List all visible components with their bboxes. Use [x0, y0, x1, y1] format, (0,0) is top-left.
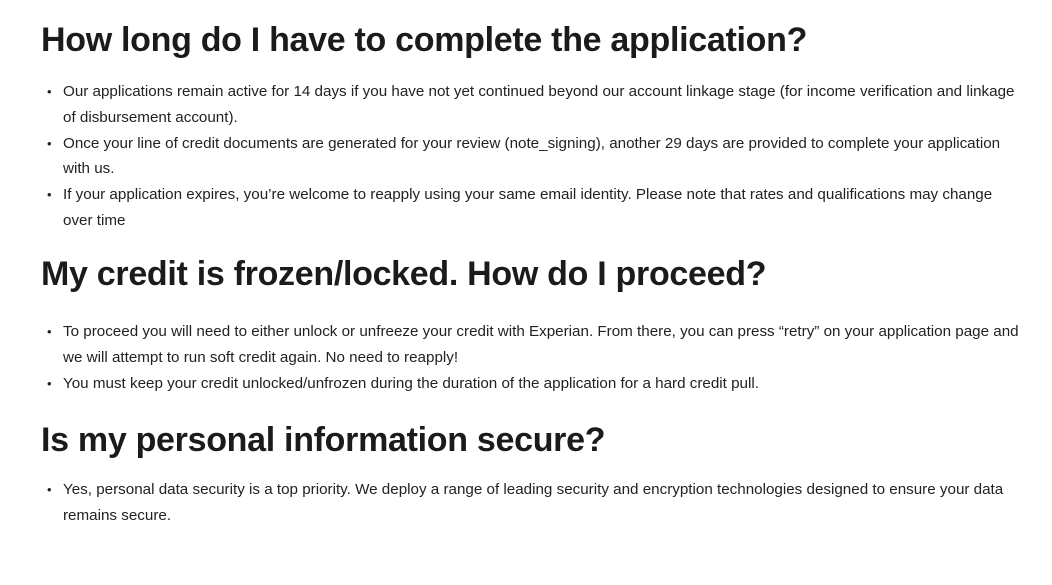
faq-answer-text: You must keep your credit unlocked/unfrozen during the duration of the application for a hard credit pull. — [63, 374, 759, 392]
faq-answer-text: Once your line of credit documents are generated for your review (note_signing), another 29 days are provided to complete your application with us. — [63, 134, 1001, 178]
faq-answer-item — [41, 477, 1021, 529]
faq-question: My credit is frozen/locked. How do I proceed? — [41, 255, 767, 293]
faq-answer-list — [41, 477, 1021, 529]
faq-answer-item — [41, 319, 1021, 371]
faq-answer-list — [41, 79, 1021, 234]
faq-answer-item — [41, 371, 1021, 397]
bullet-icon: • — [47, 324, 52, 339]
faq-question: Is my personal information secure? — [41, 421, 606, 459]
faq-answer-item — [41, 79, 1021, 131]
faq-answer-text: To proceed you will need to either unlock or unfreeze your credit with Experian. From there, you can press “retry” on your application page and we will attempt to run soft credit again. No need to reapply! — [63, 323, 1019, 366]
faq-section-data-security — [41, 420, 1021, 529]
faq-question: How long do I have to complete the application? — [41, 21, 808, 59]
bullet-icon: • — [47, 187, 52, 203]
faq-answer-item — [41, 131, 1021, 183]
bullet-icon: • — [47, 84, 52, 99]
faq-section-frozen-credit — [41, 254, 1021, 396]
faq-answer-text: Our applications remain active for 14 days if you have not yet continued beyond our account linkage stage (for income verification and linkage of disbursement account). — [63, 83, 1015, 126]
faq-answer-list — [41, 319, 1021, 396]
bullet-icon: • — [47, 375, 52, 391]
bullet-icon: • — [47, 482, 52, 497]
faq-answer-text: If your application expires, you’re welcome to reapply using your same email identity. Please note that rates and qualifications may change over time — [63, 186, 993, 229]
faq-section-application-duration — [41, 20, 1021, 234]
bullet-icon: • — [47, 135, 52, 151]
faq-answer-text: Yes, personal data security is a top priority. We deploy a range of leading security and encryption technologies designed to ensure your data remains secure. — [63, 481, 1004, 524]
faq-answer-item — [41, 182, 1021, 234]
